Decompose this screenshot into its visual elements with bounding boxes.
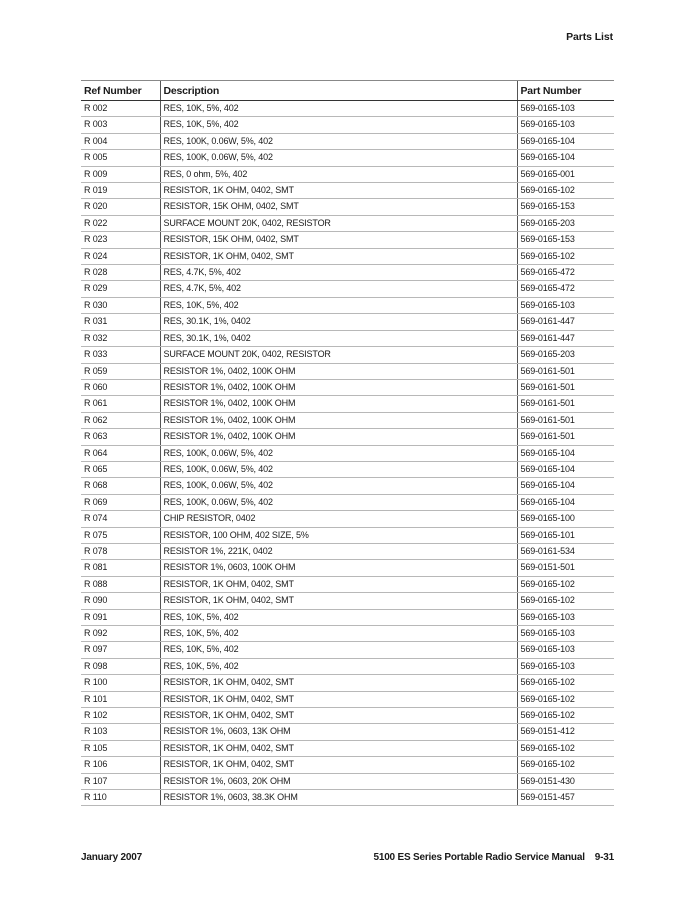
table-row	[81, 330, 614, 346]
part-number-cell: 569-0161-447	[517, 314, 614, 330]
ref-number-cell: R 092	[81, 626, 160, 642]
ref-number-cell: R 004	[81, 133, 160, 149]
description-cell: RESISTOR, 1K OHM, 0402, SMT	[160, 593, 517, 609]
table-row	[81, 265, 614, 281]
description-cell: RESISTOR, 1K OHM, 0402, SMT	[160, 740, 517, 756]
description-cell: RESISTOR 1%, 0402, 100K OHM	[160, 429, 517, 445]
table-row	[81, 281, 614, 297]
table-row	[81, 347, 614, 363]
part-number-cell: 569-0165-104	[517, 494, 614, 510]
footer-date: January 2007	[81, 852, 142, 863]
part-number-cell: 569-0161-501	[517, 363, 614, 379]
part-number-cell: 569-0165-103	[517, 117, 614, 133]
part-number-cell: 569-0165-100	[517, 511, 614, 527]
ref-number-cell: R 110	[81, 790, 160, 806]
part-number-cell: 569-0165-472	[517, 281, 614, 297]
table-row	[81, 790, 614, 806]
description-cell: RESISTOR, 1K OHM, 0402, SMT	[160, 675, 517, 691]
table-row	[81, 166, 614, 182]
table-row	[81, 757, 614, 773]
table-row	[81, 494, 614, 510]
part-number-cell: 569-0161-534	[517, 543, 614, 559]
ref-number-cell: R 023	[81, 232, 160, 248]
table-row	[81, 576, 614, 592]
ref-number-cell: R 098	[81, 658, 160, 674]
table-row	[81, 248, 614, 264]
table-row	[81, 642, 614, 658]
part-number-cell: 569-0165-102	[517, 708, 614, 724]
description-cell: RES, 10K, 5%, 402	[160, 642, 517, 658]
part-number-cell: 569-0165-102	[517, 593, 614, 609]
table-row	[81, 527, 614, 543]
description-cell: RESISTOR, 15K OHM, 0402, SMT	[160, 199, 517, 215]
ref-number-cell: R 009	[81, 166, 160, 182]
description-cell: RES, 10K, 5%, 402	[160, 658, 517, 674]
table-header	[81, 81, 614, 101]
part-number-cell: 569-0165-103	[517, 658, 614, 674]
description-cell: RESISTOR 1%, 0603, 100K OHM	[160, 560, 517, 576]
ref-number-cell: R 103	[81, 724, 160, 740]
description-cell: RESISTOR, 1K OHM, 0402, SMT	[160, 576, 517, 592]
description-cell: RES, 10K, 5%, 402	[160, 297, 517, 313]
table-row	[81, 363, 614, 379]
part-number-cell: 569-0165-103	[517, 642, 614, 658]
ref-number-cell: R 005	[81, 150, 160, 166]
description-cell: SURFACE MOUNT 20K, 0402, RESISTOR	[160, 215, 517, 231]
table-header-row	[81, 81, 614, 101]
part-number-cell: 569-0165-472	[517, 265, 614, 281]
description-cell: RES, 100K, 0.06W, 5%, 402	[160, 494, 517, 510]
table-row	[81, 511, 614, 527]
description-cell: RESISTOR 1%, 0402, 100K OHM	[160, 379, 517, 395]
table-row	[81, 183, 614, 199]
part-number-cell: 569-0151-457	[517, 790, 614, 806]
description-cell: RESISTOR, 1K OHM, 0402, SMT	[160, 248, 517, 264]
ref-number-cell: R 107	[81, 773, 160, 789]
ref-number-cell: R 002	[81, 101, 160, 117]
table-row	[81, 560, 614, 576]
description-cell: RESISTOR 1%, 0603, 20K OHM	[160, 773, 517, 789]
part-number-cell: 569-0165-103	[517, 609, 614, 625]
part-number-cell: 569-0165-153	[517, 199, 614, 215]
description-cell: RESISTOR 1%, 0603, 38.3K OHM	[160, 790, 517, 806]
table-row	[81, 675, 614, 691]
description-cell: RES, 100K, 0.06W, 5%, 402	[160, 150, 517, 166]
footer-manual-title: 5100 ES Series Portable Radio Service Manual	[373, 852, 585, 863]
footer-manual-info	[373, 852, 614, 863]
ref-number-cell: R 101	[81, 691, 160, 707]
description-cell: RES, 10K, 5%, 402	[160, 117, 517, 133]
description-cell: RESISTOR, 15K OHM, 0402, SMT	[160, 232, 517, 248]
ref-number-cell: R 105	[81, 740, 160, 756]
ref-number-cell: R 091	[81, 609, 160, 625]
description-cell: RES, 100K, 0.06W, 5%, 402	[160, 478, 517, 494]
description-cell: RES, 10K, 5%, 402	[160, 101, 517, 117]
table-row	[81, 609, 614, 625]
part-number-cell: 569-0161-447	[517, 330, 614, 346]
table-row	[81, 133, 614, 149]
ref-number-cell: R 020	[81, 199, 160, 215]
description-cell: RES, 4.7K, 5%, 402	[160, 281, 517, 297]
part-number-cell: 569-0165-102	[517, 757, 614, 773]
ref-number-cell: R 088	[81, 576, 160, 592]
part-number-cell: 569-0161-501	[517, 379, 614, 395]
table-row	[81, 232, 614, 248]
part-number-cell: 569-0151-430	[517, 773, 614, 789]
table-row	[81, 379, 614, 395]
description-cell: RES, 100K, 0.06W, 5%, 402	[160, 445, 517, 461]
ref-number-cell: R 081	[81, 560, 160, 576]
description-cell: RESISTOR 1%, 0402, 100K OHM	[160, 396, 517, 412]
part-number-cell: 569-0165-102	[517, 675, 614, 691]
description-cell: RES, 100K, 0.06W, 5%, 402	[160, 461, 517, 477]
table-row	[81, 412, 614, 428]
part-number-cell: 569-0165-001	[517, 166, 614, 182]
description-cell: RES, 30.1K, 1%, 0402	[160, 330, 517, 346]
part-number-cell: 569-0165-103	[517, 297, 614, 313]
part-number-cell: 569-0165-104	[517, 461, 614, 477]
table-row	[81, 215, 614, 231]
ref-number-cell: R 019	[81, 183, 160, 199]
table-row	[81, 150, 614, 166]
part-number-cell: 569-0165-102	[517, 576, 614, 592]
table-row	[81, 297, 614, 313]
part-number-cell: 569-0165-153	[517, 232, 614, 248]
table-row	[81, 199, 614, 215]
description-cell: RESISTOR 1%, 0603, 13K OHM	[160, 724, 517, 740]
page-header-title: Parts List	[566, 31, 613, 43]
description-cell: RES, 4.7K, 5%, 402	[160, 265, 517, 281]
description-cell: CHIP RESISTOR, 0402	[160, 511, 517, 527]
ref-number-cell: R 074	[81, 511, 160, 527]
part-number-cell: 569-0165-104	[517, 478, 614, 494]
table-row	[81, 626, 614, 642]
description-cell: RESISTOR, 100 OHM, 402 SIZE, 5%	[160, 527, 517, 543]
table-row	[81, 724, 614, 740]
part-number-cell: 569-0165-102	[517, 691, 614, 707]
table-row	[81, 593, 614, 609]
ref-number-cell: R 032	[81, 330, 160, 346]
table-row	[81, 478, 614, 494]
ref-number-cell: R 061	[81, 396, 160, 412]
ref-number-cell: R 062	[81, 412, 160, 428]
table-row	[81, 543, 614, 559]
column-header-ref-number: Ref Number	[81, 81, 160, 101]
description-cell: RESISTOR, 1K OHM, 0402, SMT	[160, 708, 517, 724]
part-number-cell: 569-0151-412	[517, 724, 614, 740]
ref-number-cell: R 030	[81, 297, 160, 313]
description-cell: RESISTOR, 1K OHM, 0402, SMT	[160, 757, 517, 773]
column-header-description: Description	[160, 81, 517, 101]
ref-number-cell: R 100	[81, 675, 160, 691]
description-cell: SURFACE MOUNT 20K, 0402, RESISTOR	[160, 347, 517, 363]
part-number-cell: 569-0165-102	[517, 248, 614, 264]
ref-number-cell: R 075	[81, 527, 160, 543]
part-number-cell: 569-0165-103	[517, 101, 614, 117]
ref-number-cell: R 068	[81, 478, 160, 494]
ref-number-cell: R 031	[81, 314, 160, 330]
part-number-cell: 569-0151-501	[517, 560, 614, 576]
part-number-cell: 569-0165-103	[517, 626, 614, 642]
description-cell: RES, 100K, 0.06W, 5%, 402	[160, 133, 517, 149]
part-number-cell: 569-0161-501	[517, 396, 614, 412]
part-number-cell: 569-0165-104	[517, 150, 614, 166]
description-cell: RES, 10K, 5%, 402	[160, 609, 517, 625]
parts-list-table	[81, 80, 614, 806]
description-cell: RES, 10K, 5%, 402	[160, 626, 517, 642]
part-number-cell: 569-0165-104	[517, 445, 614, 461]
description-cell: RES, 0 ohm, 5%, 402	[160, 166, 517, 182]
ref-number-cell: R 106	[81, 757, 160, 773]
description-cell: RES, 30.1K, 1%, 0402	[160, 314, 517, 330]
column-header-part-number: Part Number	[517, 81, 614, 101]
ref-number-cell: R 097	[81, 642, 160, 658]
table-body	[81, 101, 614, 806]
description-cell: RESISTOR, 1K OHM, 0402, SMT	[160, 183, 517, 199]
ref-number-cell: R 065	[81, 461, 160, 477]
ref-number-cell: R 024	[81, 248, 160, 264]
part-number-cell: 569-0165-203	[517, 347, 614, 363]
part-number-cell: 569-0165-104	[517, 133, 614, 149]
table-row	[81, 708, 614, 724]
ref-number-cell: R 060	[81, 379, 160, 395]
description-cell: RESISTOR 1%, 0402, 100K OHM	[160, 363, 517, 379]
ref-number-cell: R 028	[81, 265, 160, 281]
ref-number-cell: R 090	[81, 593, 160, 609]
ref-number-cell: R 059	[81, 363, 160, 379]
ref-number-cell: R 064	[81, 445, 160, 461]
table-row	[81, 658, 614, 674]
table-row	[81, 773, 614, 789]
table-row	[81, 445, 614, 461]
ref-number-cell: R 063	[81, 429, 160, 445]
ref-number-cell: R 033	[81, 347, 160, 363]
ref-number-cell: R 022	[81, 215, 160, 231]
ref-number-cell: R 102	[81, 708, 160, 724]
part-number-cell: 569-0161-501	[517, 429, 614, 445]
description-cell: RESISTOR, 1K OHM, 0402, SMT	[160, 691, 517, 707]
table-row	[81, 461, 614, 477]
part-number-cell: 569-0161-501	[517, 412, 614, 428]
ref-number-cell: R 029	[81, 281, 160, 297]
ref-number-cell: R 003	[81, 117, 160, 133]
description-cell: RESISTOR 1%, 221K, 0402	[160, 543, 517, 559]
ref-number-cell: R 069	[81, 494, 160, 510]
part-number-cell: 569-0165-203	[517, 215, 614, 231]
table-row	[81, 429, 614, 445]
table-row	[81, 314, 614, 330]
part-number-cell: 569-0165-102	[517, 740, 614, 756]
description-cell: RESISTOR 1%, 0402, 100K OHM	[160, 412, 517, 428]
table-row	[81, 396, 614, 412]
table-row	[81, 691, 614, 707]
ref-number-cell: R 078	[81, 543, 160, 559]
table-row	[81, 101, 614, 117]
footer-page-number: 9-31	[594, 852, 614, 863]
table-row	[81, 117, 614, 133]
part-number-cell: 569-0165-102	[517, 183, 614, 199]
table-row	[81, 740, 614, 756]
part-number-cell: 569-0165-101	[517, 527, 614, 543]
